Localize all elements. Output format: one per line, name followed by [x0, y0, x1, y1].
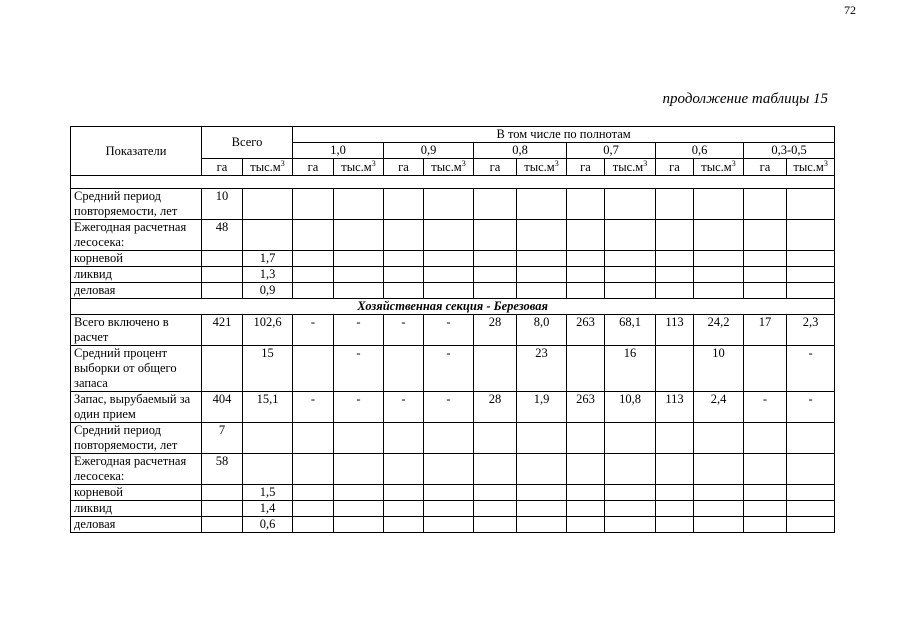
unit-volume-prefix: тыс.м: [612, 159, 644, 174]
unit-ha: га: [202, 159, 243, 176]
table-cell: [202, 251, 243, 267]
table-caption: продолжение таблицы 15: [662, 91, 828, 107]
table-cell: [787, 454, 835, 485]
unit-volume-sup: 3: [643, 158, 648, 168]
table-cell: [605, 283, 656, 299]
table-cell: [656, 189, 694, 220]
table-cell: [605, 454, 656, 485]
table-cell: [474, 423, 517, 454]
table-row: [71, 283, 835, 299]
table-cell: 28: [474, 315, 517, 346]
row-label: Средний процент выборки от общего запаса: [71, 346, 202, 392]
table-cell: [694, 267, 744, 283]
table-cell: [474, 501, 517, 517]
header-density-0: 1,0: [293, 143, 384, 159]
row-label: ликвид: [71, 267, 202, 283]
row-label: корневой: [71, 251, 202, 267]
table-row: [71, 392, 835, 423]
unit-volume: [694, 159, 744, 176]
table-cell: [474, 220, 517, 251]
table-cell: [293, 423, 334, 454]
table-cell: [567, 454, 605, 485]
table-cell: [656, 220, 694, 251]
table-cell: [744, 501, 787, 517]
table-cell: 1,9: [517, 392, 567, 423]
table-cell: 28: [474, 392, 517, 423]
table-cell: [567, 267, 605, 283]
table-cell: 263: [567, 315, 605, 346]
page-number: 72: [844, 3, 856, 17]
table-cell: [202, 267, 243, 283]
table-cell: 421: [202, 315, 243, 346]
table-cell: [656, 485, 694, 501]
table-cell: [202, 485, 243, 501]
table-cell: [202, 501, 243, 517]
table-cell: [384, 220, 424, 251]
table-cell: [424, 517, 474, 533]
section-row: [71, 299, 835, 315]
table-cell: [384, 423, 424, 454]
table-cell: [744, 220, 787, 251]
table-cell: [474, 517, 517, 533]
header-density-2: 0,8: [474, 143, 567, 159]
table-cell: 2,4: [694, 392, 744, 423]
table-row: [71, 220, 835, 251]
table-cell: [517, 423, 567, 454]
unit-ha: га: [384, 159, 424, 176]
table-cell: 16: [605, 346, 656, 392]
table-cell: 113: [656, 392, 694, 423]
unit-volume-sup: 3: [280, 158, 285, 168]
unit-volume-prefix: тыс.м: [524, 159, 555, 174]
table-cell: -: [384, 315, 424, 346]
data-table: [70, 126, 835, 533]
table-cell: 1,7: [243, 251, 293, 267]
table-cell: [744, 189, 787, 220]
table-cell: -: [334, 346, 384, 392]
unit-ha: га: [656, 159, 694, 176]
table-row: [71, 485, 835, 501]
table-cell: [243, 454, 293, 485]
table-cell: 15: [243, 346, 293, 392]
table-cell: [424, 283, 474, 299]
table-cell: [787, 501, 835, 517]
table-cell: 0,9: [243, 283, 293, 299]
table-cell: [694, 454, 744, 485]
header-row-1: [71, 127, 835, 143]
table-cell: 2,3: [787, 315, 835, 346]
table-cell: -: [787, 392, 835, 423]
table-cell: [424, 220, 474, 251]
table-cell: [787, 220, 835, 251]
table-cell: [334, 485, 384, 501]
unit-volume: [605, 159, 656, 176]
table-cell: 102,6: [243, 315, 293, 346]
unit-volume-prefix: тыс.м: [793, 159, 824, 174]
table-cell: [694, 501, 744, 517]
header-density-5: 0,3-0,5: [744, 143, 835, 159]
table-cell: [202, 283, 243, 299]
table-cell: [787, 485, 835, 501]
table-cell: [567, 283, 605, 299]
table-cell: 68,1: [605, 315, 656, 346]
table-cell: 404: [202, 392, 243, 423]
table-cell: [334, 251, 384, 267]
unit-volume-sup: 3: [461, 158, 466, 168]
table-cell: [744, 454, 787, 485]
table-cell: -: [424, 315, 474, 346]
table-cell: [605, 485, 656, 501]
table-cell: [474, 267, 517, 283]
table-cell: [567, 517, 605, 533]
table-cell: [293, 251, 334, 267]
table-row: [71, 423, 835, 454]
table-cell: [384, 501, 424, 517]
table-cell: [656, 501, 694, 517]
table-cell: [517, 454, 567, 485]
table-cell: -: [744, 392, 787, 423]
table-cell: [293, 517, 334, 533]
table-cell: [787, 189, 835, 220]
table-cell: 58: [202, 454, 243, 485]
header-density-4: 0,6: [656, 143, 744, 159]
table-cell: [605, 423, 656, 454]
unit-volume: [787, 159, 835, 176]
table-cell: -: [424, 392, 474, 423]
table-row: [71, 251, 835, 267]
table-row: [71, 189, 835, 220]
table-cell: [384, 189, 424, 220]
row-label: Средний период повторяемости, лет: [71, 423, 202, 454]
table-cell: [605, 517, 656, 533]
table-row: [71, 315, 835, 346]
table-cell: [474, 454, 517, 485]
table-cell: [787, 517, 835, 533]
table-cell: [656, 346, 694, 392]
table-cell: [517, 517, 567, 533]
table-cell: [656, 251, 694, 267]
table-cell: [474, 251, 517, 267]
table-cell: -: [293, 392, 334, 423]
table-cell: [424, 501, 474, 517]
table-cell: [474, 485, 517, 501]
table-cell: [424, 267, 474, 283]
unit-volume-prefix: тыс.м: [341, 159, 372, 174]
row-label: корневой: [71, 485, 202, 501]
table-cell: [384, 485, 424, 501]
table-cell: [694, 251, 744, 267]
header-total: Всего: [202, 127, 293, 159]
table-cell: [744, 517, 787, 533]
unit-volume-sup: 3: [823, 158, 828, 168]
table-cell: [744, 423, 787, 454]
row-label: деловая: [71, 283, 202, 299]
table-cell: 10,8: [605, 392, 656, 423]
row-label: ликвид: [71, 501, 202, 517]
table-cell: [293, 267, 334, 283]
row-label: Ежегодная расчетная лесосека:: [71, 220, 202, 251]
table-cell: [384, 283, 424, 299]
table-cell: [517, 251, 567, 267]
table-cell: [293, 283, 334, 299]
unit-volume-sup: 3: [731, 158, 736, 168]
spacer-row: [71, 176, 835, 189]
header-indicators: Показатели: [71, 127, 202, 176]
table-cell: [424, 251, 474, 267]
table-cell: [567, 423, 605, 454]
table-row: [71, 267, 835, 283]
table-cell: [694, 517, 744, 533]
table-cell: [424, 454, 474, 485]
table-row: [71, 501, 835, 517]
table-cell: [567, 220, 605, 251]
table-cell: 48: [202, 220, 243, 251]
unit-volume: [334, 159, 384, 176]
table-cell: -: [334, 315, 384, 346]
table-cell: [744, 267, 787, 283]
unit-volume: [424, 159, 474, 176]
table-cell: [567, 251, 605, 267]
table-cell: [424, 189, 474, 220]
table-cell: [293, 220, 334, 251]
table-cell: [744, 485, 787, 501]
table-cell: [744, 283, 787, 299]
table-cell: [334, 220, 384, 251]
unit-volume-prefix: тыс.м: [701, 159, 732, 174]
table-row: [71, 346, 835, 392]
table-cell: -: [787, 346, 835, 392]
table-row: [71, 454, 835, 485]
table-cell: [787, 251, 835, 267]
table-cell: [517, 283, 567, 299]
unit-volume: [517, 159, 567, 176]
table-cell: [787, 423, 835, 454]
table-cell: [384, 267, 424, 283]
table-cell: [744, 251, 787, 267]
table-cell: [517, 189, 567, 220]
table-cell: [787, 267, 835, 283]
unit-volume-sup: 3: [371, 158, 376, 168]
table-cell: [694, 283, 744, 299]
table-cell: [474, 283, 517, 299]
table-cell: [605, 501, 656, 517]
table-cell: [567, 485, 605, 501]
table-cell: [656, 454, 694, 485]
table-cell: [656, 267, 694, 283]
table-cell: [656, 283, 694, 299]
table-cell: [384, 517, 424, 533]
table-cell: [334, 501, 384, 517]
unit-volume-sup: 3: [554, 158, 559, 168]
table-cell: [474, 346, 517, 392]
table-cell: [605, 189, 656, 220]
table-cell: 263: [567, 392, 605, 423]
table-cell: [605, 220, 656, 251]
header-by-density: В том числе по полнотам: [293, 127, 835, 143]
table-cell: 1,3: [243, 267, 293, 283]
table-cell: [694, 189, 744, 220]
table-cell: [567, 501, 605, 517]
table-row: [71, 517, 835, 533]
table-cell: [293, 454, 334, 485]
section-title: Хозяйственная секция - Березовая: [71, 299, 835, 315]
row-label: Всего включено в расчет: [71, 315, 202, 346]
table-cell: [384, 251, 424, 267]
table-cell: -: [293, 315, 334, 346]
table-cell: [567, 189, 605, 220]
table-cell: [424, 423, 474, 454]
table-cell: -: [424, 346, 474, 392]
table-cell: [384, 454, 424, 485]
table-cell: [334, 517, 384, 533]
unit-volume: [243, 159, 293, 176]
row-label: Запас, вырубаемый за один прием: [71, 392, 202, 423]
unit-ha: га: [293, 159, 334, 176]
table-cell: [334, 454, 384, 485]
table-cell: 1,4: [243, 501, 293, 517]
table-cell: 0,6: [243, 517, 293, 533]
table-cell: [334, 423, 384, 454]
table-cell: [243, 220, 293, 251]
table-cell: [474, 189, 517, 220]
table-cell: [334, 189, 384, 220]
table-cell: 1,5: [243, 485, 293, 501]
table-cell: [424, 485, 474, 501]
table-cell: [202, 346, 243, 392]
table-cell: [517, 501, 567, 517]
table-cell: [567, 346, 605, 392]
table-cell: 7: [202, 423, 243, 454]
table-cell: [744, 346, 787, 392]
table-cell: [334, 283, 384, 299]
row-label: Средний период повторяемости, лет: [71, 189, 202, 220]
unit-ha: га: [474, 159, 517, 176]
unit-volume-prefix: тыс.м: [431, 159, 462, 174]
table-cell: [517, 485, 567, 501]
table-cell: [694, 423, 744, 454]
table-cell: 10: [694, 346, 744, 392]
table-cell: [656, 517, 694, 533]
table-cell: [517, 220, 567, 251]
table-cell: [334, 267, 384, 283]
unit-ha: га: [744, 159, 787, 176]
table-cell: 8,0: [517, 315, 567, 346]
table-cell: -: [384, 392, 424, 423]
row-label: Ежегодная расчетная лесосека:: [71, 454, 202, 485]
table-cell: [293, 501, 334, 517]
table-cell: [293, 346, 334, 392]
table-cell: [293, 485, 334, 501]
table-cell: [605, 267, 656, 283]
table-cell: 17: [744, 315, 787, 346]
table-cell: [517, 267, 567, 283]
table-cell: [384, 346, 424, 392]
unit-ha: га: [567, 159, 605, 176]
table-cell: 113: [656, 315, 694, 346]
table-cell: -: [334, 392, 384, 423]
table-cell: 15,1: [243, 392, 293, 423]
unit-volume-prefix: тыс.м: [250, 159, 281, 174]
table-cell: [656, 423, 694, 454]
table-cell: [293, 189, 334, 220]
table-cell: [605, 251, 656, 267]
table-cell: [243, 423, 293, 454]
table-cell: [694, 485, 744, 501]
row-label: деловая: [71, 517, 202, 533]
table-cell: [202, 517, 243, 533]
table-cell: 23: [517, 346, 567, 392]
table-cell: [694, 220, 744, 251]
header-density-3: 0,7: [567, 143, 656, 159]
table-cell: 10: [202, 189, 243, 220]
table-cell: 24,2: [694, 315, 744, 346]
table-cell: [787, 283, 835, 299]
table-cell: [243, 189, 293, 220]
header-density-1: 0,9: [384, 143, 474, 159]
